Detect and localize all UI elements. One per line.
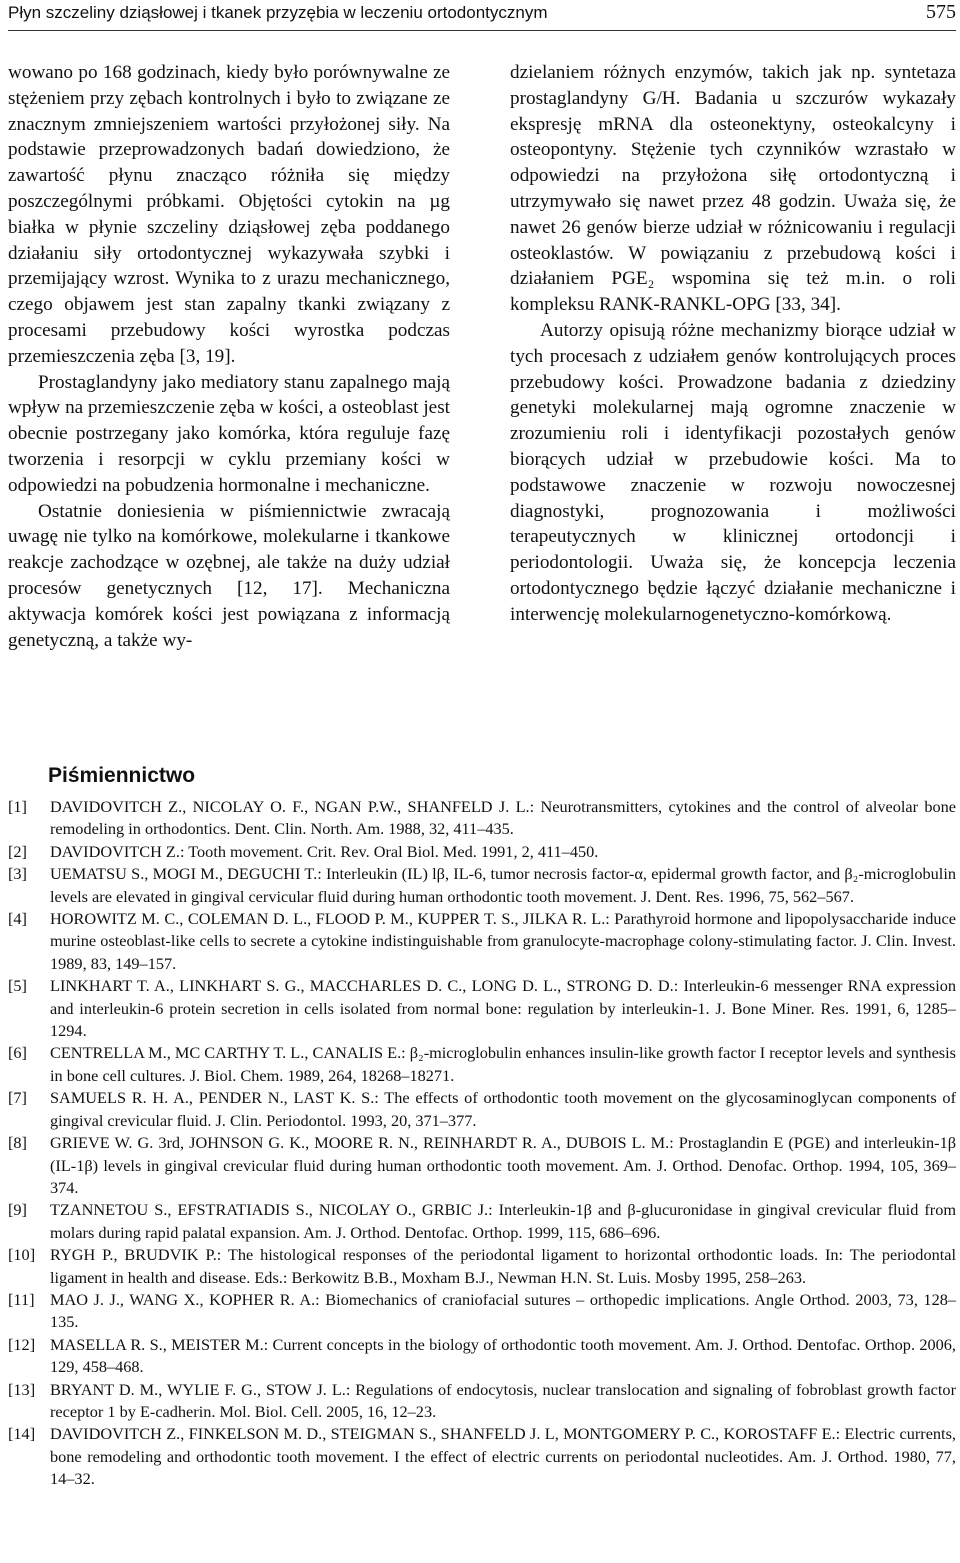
reference-text: TZANNETOU S., EFSTRATIADIS S., NICOLAY O., GRBIC J.: Interleukin-1β and β-glucuronidase in gingival crevicular fluid from molars during rapid palatal expansion. Am. J. Orthod. Dentofac. Orthop. 1999, 115, 686–696. [50,1200,956,1242]
body-paragraph: wowano po 168 godzinach, kiedy było porównywalne ze stężeniem przy zębach kontrolnych i było to związane ze znacznym zmniejszeniem wartości przyłożonej siły. Na podstawie przeprowadzonych badań dowiedziono, że zawartość płynu znacząco różniła się między poszczególnymi próbkami. Objętości cytokin na µg białka w płynie szczeliny dziąsłowej zęba poddanego działaniu siły ortodontycznej wykazywała szybki i przemijający wzrost. Wynika to z urazu mechanicznego, czego objawem jest stan zapalny tkanki związany z procesami przebudowy kości wyrostka podczas przemieszczenia zęba [3, 19]. [8,62,450,367]
reference-number: [3] [8,864,27,884]
body-paragraph: dzielaniem różnych enzymów, takich jak np. syntetaza prostaglandyny G/H. Badania u szczurów wykazały ekspresję mRNA dla osteonektyny, osteokalcyny i osteopontyny. Stężenie tych czynników wzrastało w odpowiedzi na przyłożona siłę ortodontyczną i utrzymywało się nawet przez 48 godzin. Uważa się, że nawet 26 genów bierze udział w różnicowaniu i regulacji osteoklastów. W powiązaniu z przebudową kości i działaniem PGE₂ wspomina się też m.in. o roli kompleksu RANK-RANKL-OPG [33, 34]. [510,62,956,316]
reference-text: RYGH P., BRUDVIK P.: The histological responses of the periodontal ligament to horizontal orthodontic loads. In: The periodontal ligament in health and disease. Eds.: Berkowitz B.B., Moxham B.J., Newman H.N. St. Luis. Mosby 1995, 258–263. [50,1245,956,1287]
reference-number: [12] [8,1334,36,1354]
reference-text: MAO J. J., WANG X., KOPHER R. A.: Biomechanics of craniofacial sutures – orthopedic implications. Angle Orthod. 2003, 73, 128–135. [50,1289,956,1332]
reference-number: [2] [8,841,27,861]
body-paragraph: Autorzy opisują różne mechanizmy biorące udział w tych procesach z udziałem genów kontrolujących proces przebudowy kości. Prowadzone badania z dziedziny genetyki molekularnej mają ogromne znaczenie w zrozumieniu roli i identyfikacji pozostałych genów biorących udział w przebudowie kości. Ma to podstawowe znaczenie w rozwoju nowoczesnej diagnostyki, prognozowania i możliwości terapeutycznych w klinicznej ortodoncji i periodontologii. Uważa się, że koncepcja leczenia ortodontycznego będzie łączyć działanie mechaniczne i interwencję molekularnogenetyczno-komórkową. [510,319,956,625]
reference-item [8,796,956,841]
body-paragraph: Prostaglandyny jako mediatory stanu zapalnego mają wpływ na przemieszczenie zęba w kości, a osteoblast jest obecnie postrzegany jako komórka, która reguluje fazę tworzenia i resorpcji w cyklu przemiany kości w odpowiedzi na pobudzenia hormonalne i mechaniczne. [8,371,450,496]
reference-number: [8] [8,1133,27,1153]
reference-item [8,1423,956,1490]
running-header [8,0,956,31]
reference-item [8,841,956,863]
reference-item [8,1042,956,1087]
reference-text: UEMATSU S., MOGI M., DEGUCHI T.: Interleukin (IL) lβ, IL-6, tumor necrosis factor-α, epidermal growth factor, and β₂-microglobulin levels are elevated in gingival cervicular fluid during human orthodontic tooth movement. J. Dent. Res. 1996, 75, 562–567. [50,864,956,906]
reference-item [8,975,956,1042]
body-paragraph: Ostatnie doniesienia w piśmiennictwie zwracają uwagę nie tylko na komórkowe, molekularne i tkankowe reakcje zachodzące w ozębnej, ale także na duży udział procesów genetycznych [12, 17]. Mechaniczna aktywacja komórek kości jest powiązana z informacją genetyczną, a także wy- [8,500,450,651]
reference-text: GRIEVE W. G. 3rd, JOHNSON G. K., MOORE R. N., REINHARDT R. A., DUBOIS L. M.: Prostaglandin E (PGE) and interleukin-1β (IL-1β) levels in gingival crevicular fluid during human orthodontic tooth movement. Am. J. Orthod. Denofac. Orthop. 1994, 105, 369–374. [50,1133,956,1197]
reference-text: HOROWITZ M. C., COLEMAN D. L., FLOOD P. M., KUPPER T. S., JILKA R. L.: Parathyroid hormone and lipopolysaccharide induce murine osteoblast-like cells to secrete a cytokine indistinguishable from granulocyte-macrophage colony-stimulating factor. J. Clin. Invest. 1989, 83, 149–157. [50,909,956,973]
references-section [8,762,956,1491]
page-number: 575 [926,1,956,23]
reference-item [8,1289,956,1334]
reference-number: [14] [8,1424,36,1444]
reference-number: [11] [8,1289,35,1309]
left-column [8,60,450,653]
reference-text: BRYANT D. M., WYLIE F. G., STOW J. L.: Regulations of endocytosis, nuclear translocation and signaling of fobroblast growth factor receptor 1 by E-cadherin. Mol. Biol. Cell. 2005, 16, 12–23. [50,1379,956,1421]
reference-number: [1] [8,797,27,816]
reference-item [8,1087,956,1132]
references-heading: Piśmiennictwo [48,764,196,787]
reference-number: [5] [8,976,27,996]
reference-text: LINKHART T. A., LINKHART S. G., MACCHARLES D. C., LONG D. L., STRONG D. D.: Interleukin-6 messenger RNA expression and interleukin-6 protein secretion in cells isolated from normal bone: regulation by interleukin-1. J. Bone Miner. Res. 1991, 6, 1285–1294. [50,976,956,1041]
running-title: Płyn szczeliny dziąsłowej i tkanek przyzębia w leczeniu ortodontycznym [8,3,548,22]
reference-number: [6] [8,1043,27,1063]
reference-item [8,863,956,908]
reference-item [8,1244,956,1289]
reference-text: SAMUELS R. H. A., PENDER N., LAST K. S.: The effects of orthodontic tooth movement on the glycosaminoglycan components of gingival crevicular fluid. J. Clin. Periodontol. 1993, 20, 371–377. [50,1088,956,1130]
reference-item [8,1379,956,1424]
reference-item [8,908,956,975]
reference-text: DAVIDOVITCH Z.: Tooth movement. Crit. Rev. Oral Biol. Med. 1991, 2, 411–450. [50,841,599,861]
reference-text: DAVIDOVITCH Z., FINKELSON M. D., STEIGMAN S., SHANFELD J. L, MONTGOMERY P. C., KOROSTAFF E.: Electric currents, bone remodeling and orthodontic tooth movement. I the effect of electric currents on periodontal nucleotides. Am. J. Orthod. 1980, 77, 14–32. [50,1424,956,1489]
right-column [510,60,956,628]
reference-text: DAVIDOVITCH Z., NICOLAY O. F., NGAN P.W., SHANFELD J. L.: Neurotransmitters, cytokines and the control of alveolar bone remodeling in orthodontics. Dent. Clin. North. Am. 1988, 32, 411–435. [50,797,956,839]
reference-item [8,1132,956,1199]
reference-number: [10] [8,1245,36,1265]
reference-number: [4] [8,909,27,929]
reference-number: [13] [8,1379,36,1399]
reference-number: [7] [8,1088,27,1108]
reference-item [8,1199,956,1244]
reference-number: [9] [8,1200,27,1220]
reference-text: MASELLA R. S., MEISTER M.: Current concepts in the biology of orthodontic tooth movement. Am. J. Orthod. Dentofac. Orthop. 2006, 129, 458–468. [50,1334,956,1377]
reference-item [8,1334,956,1379]
reference-text: CENTRELLA M., MC CARTHY T. L., CANALIS E.: β₂-microglobulin enhances insulin-like growth factor I receptor levels and synthesis in bone cell cultures. J. Biol. Chem. 1989, 264, 18268–18271. [50,1043,956,1085]
references-list [8,796,956,1491]
